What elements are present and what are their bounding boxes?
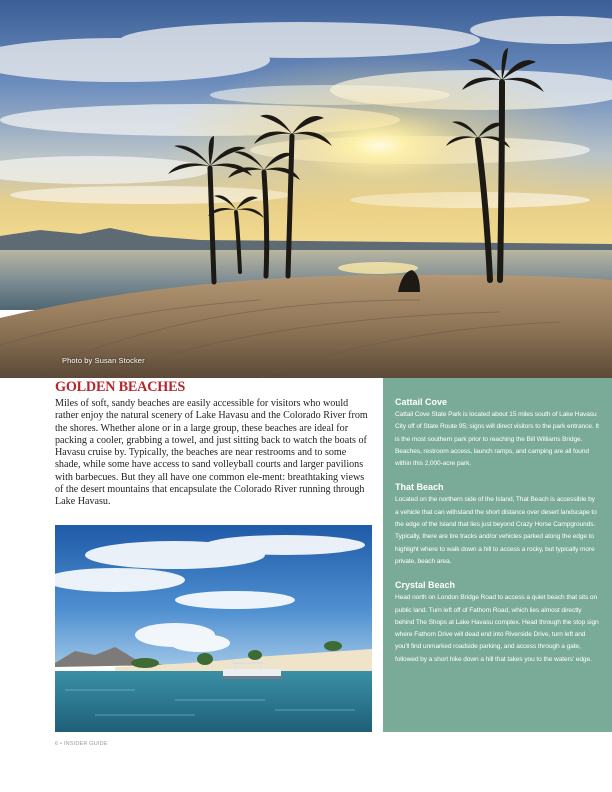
sunset-beach-image: [0, 0, 612, 378]
lake-boat-photo: [55, 525, 372, 732]
sidebar-heading: Crystal Beach: [395, 580, 456, 591]
article-title: GOLDEN BEACHES: [55, 379, 186, 395]
sidebar-text: Located on the northern side of the Island, That Beach is accessible by a vehicle that can withstand the short distance over desert landscape to the edge of the Island that lies just beyond Crazy Horse Campgrounds. Typically, there are tire tracks and/or vehicles parked along the edge to highlight where to walk down a hill to access a rocky, but typically more private, beach area.: [395, 496, 597, 565]
sidebar-heading: That Beach: [395, 482, 444, 493]
article-body: Miles of soft, sandy beaches are easily accessible for visitors who would rather enjoy the natural scenery of Lake Havasu and the Colorado River from the shores. Whether alone or in a large group, these beaches are ideal for packing a cooler, grabbing a towel, and just sitting back to watch the boats of Havasu cruise by. Typically, the beaches are near restrooms and to some shade, while some have access to sand volleyball courts and larger pavilions with barbecues. But they all have one common ele-ment: breathtaking views of the desert mountains that encapsulate the Colorado River running through Lake Havasu.: [55, 398, 368, 508]
article: [55, 379, 373, 509]
photo-credit: Photo by Susan Stocker: [62, 356, 145, 365]
beach-sidebar: [383, 378, 612, 732]
sidebar-section-cattail-cove: [395, 397, 600, 470]
sidebar-section-crystal-beach: [395, 580, 600, 666]
sidebar-section-that-beach: [395, 482, 600, 568]
sidebar-text: Head north on London Bridge Road to access a quiet beach that sits on public land. Turn left off of Fathom Road, which lies almost directly behind The Shops at Lake Havasu complex. Head through the stop sign where Fathom Drive will dead end into Riverside Drive, turn left and you'll find unmarked roadside parking, and access through a gate, followed by a short hike down a hill that takes you to the waters' edge.: [395, 594, 599, 663]
lake-havasu-boat-image: [55, 525, 372, 732]
sidebar-text: Cattail Cove State Park is located about 15 miles south of Lake Havasu City off of State Route 95; signs will direct visitors to the park entrance. It is the most southern park prior to reaching the Bill Williams Bridge. Beaches, restroom access, launch ramps, and camping are all found within this 2,000-acre park.: [395, 411, 599, 468]
hero-photo: [0, 0, 612, 378]
sidebar-heading: Cattail Cove: [395, 397, 448, 407]
page-footer: 6 • INSIDER GUIDE: [55, 741, 108, 747]
